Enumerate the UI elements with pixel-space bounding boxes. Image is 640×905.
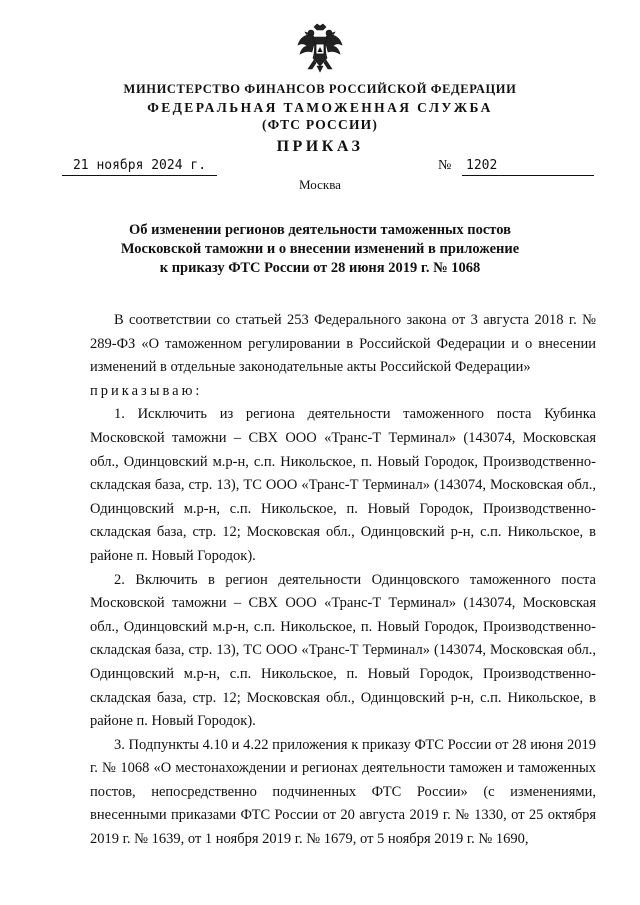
title-line: к приказу ФТС России от 28 июня 2019 г. № 1068 (159, 260, 481, 276)
document-body (90, 309, 596, 852)
order-word: приказываю: (90, 382, 203, 399)
order-number: 1202 (462, 158, 594, 176)
order-number-label: № (438, 158, 452, 173)
order-item: 1. Исключить из региона деятельности таможенного поста Кубинка Московской таможни – СВХ ООО «Транс-Т Терминал» (143074, Московская обл., Одинцовский м.р-н, с.п. Никольское, п. Новый Городок, Производственно-складская база, стр. 13), ТС ООО «Транс-Т Терминал» (143074, Московская обл., Одинцовский м.р-н, с.п. Никольское, п. Новый Городок, Производственно-складская база, стр. 12; Московская обл., Одинцовский р-н, с.п. Никольское, в районе п. Новый Городок). (90, 406, 596, 564)
service-name: ФЕДЕРАЛЬНАЯ ТАМОЖЕННАЯ СЛУЖБА (147, 100, 493, 115)
service-abbreviation: (ФТС РОССИИ) (261, 117, 379, 132)
double-headed-eagle-emblem-icon (297, 22, 343, 74)
order-date: 21 ноября 2024 г. (62, 158, 217, 176)
title-line: Об изменении регионов деятельности таможенных постов (129, 222, 511, 238)
order-item: 2. Включить в регион деятельности Одинцовского таможенного поста Московской таможни – СВХ ООО «Транс-Т Терминал» (143074, Московская обл., Одинцовский м.р-н, с.п. Никольское, п. Новый Городок, Производственно-складская база, стр. 13), ТС ООО «Транс-Т Терминал» (143074, Московская обл., Одинцовский м.р-н, с.п. Никольское, п. Новый Городок, Производственно-складская база, стр. 12; Московская обл., Одинцовский р-н, с.п. Никольское, в районе п. Новый Городок). (90, 571, 596, 730)
city: Москва (299, 177, 341, 192)
ministry-name: МИНИСТЕРСТВО ФИНАНСОВ РОССИЙСКОЙ ФЕДЕРАЦИИ (123, 82, 517, 96)
document-title (100, 221, 540, 278)
preamble-text: В соответствии со статьей 253 Федерального закона от 3 августа 2018 г. № 289-ФЗ «О таможенном регулировании в Российской Федерации и о внесении изменений в отдельные законодательные акты Российской Федерации» (90, 312, 596, 376)
title-line: Московской таможни и о внесении изменений в приложение (120, 241, 520, 257)
document-type: ПРИКАЗ (276, 138, 364, 155)
order-item: 3. Подпункты 4.10 и 4.22 приложения к приказу ФТС России от 28 июня 2019 г. № 1068 «О местонахождении и регионах деятельности таможен и таможенных постов, непосредственно подчиненных ФТС России» (с изменениями, внесенными приказами ФТС России от 20 августа 2019 г. № 1330, от 25 октября 2019 г. № 1639, от 1 ноября 2019 г. № 1679, от 5 ноября 2019 г. № 1690, (90, 736, 596, 848)
preamble-paragraph (90, 309, 596, 403)
